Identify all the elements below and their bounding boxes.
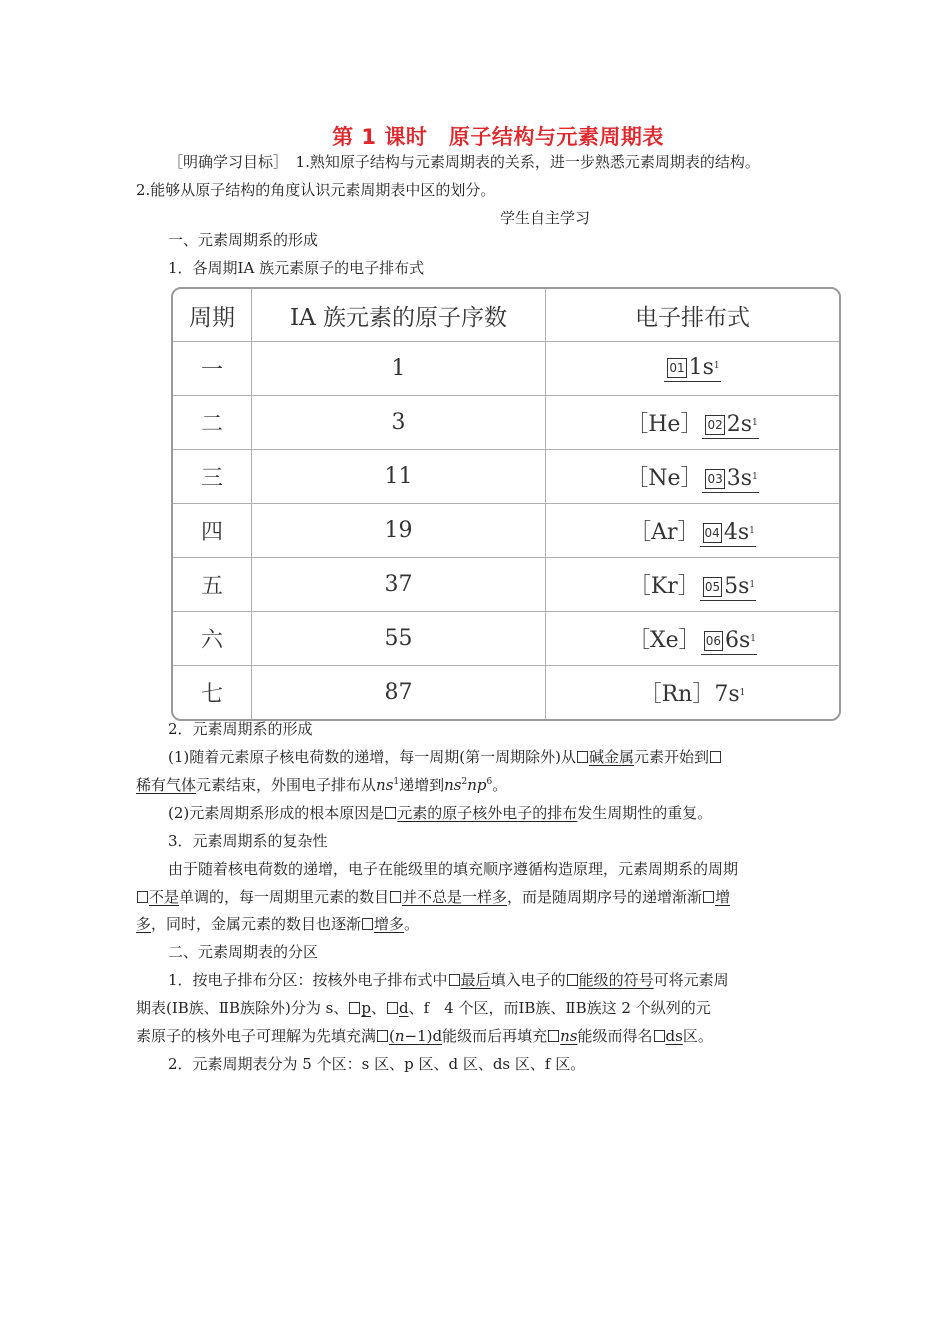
answer-marker: 03 <box>705 469 724 489</box>
config-cell <box>546 504 839 558</box>
text-run: 、 <box>370 999 386 1017</box>
item2-p1-line1 <box>168 747 858 767</box>
text-run: 1．按电子排布分区：按核外电子排布式中 <box>168 971 448 989</box>
formula-ns: ns <box>376 776 394 794</box>
electron-config-table <box>171 287 841 721</box>
atomic-number-cell: 11 <box>252 450 546 504</box>
answer-box <box>548 1030 559 1042</box>
config-sup: 1 <box>752 471 758 482</box>
text-run: 能级而得名 <box>577 1027 653 1045</box>
objectives-text-1: 1.熟知原子结构与元素周期表的关系，进一步熟悉元素周期表的结构。 <box>295 153 760 171</box>
atomic-number-cell: 1 <box>252 342 546 396</box>
answer-increase-part1: 增 <box>715 888 731 906</box>
text-run: 可将元素周 <box>653 971 729 989</box>
zone1-line1 <box>168 970 858 990</box>
config-sup: 1 <box>739 688 746 698</box>
period-cell: 六 <box>173 612 252 666</box>
text-run: 素原子的核外电子可理解为先填充满 <box>136 1027 377 1045</box>
formula-sup: 6 <box>486 777 493 787</box>
config-cell <box>546 342 839 396</box>
objectives-label: ［明确学习目标］ <box>168 153 281 171</box>
part2-heading: 二、元素周期表的分区 <box>168 943 319 961</box>
zone1-line2 <box>136 998 826 1018</box>
answer-d: d <box>398 999 409 1017</box>
config-sup: 1 <box>752 417 758 428</box>
table-row <box>173 342 839 396</box>
item3-heading: 3．元素周期系的复杂性 <box>168 832 328 850</box>
answer-noble-gas: 稀有气体 <box>136 776 197 794</box>
answer-p: p <box>361 999 371 1017</box>
config-cell <box>546 558 839 612</box>
core-config: ［Kr］ <box>628 573 700 599</box>
config-sup: 1 <box>750 633 756 644</box>
answer-box <box>449 974 460 986</box>
text-run: ，同时，金属元素的数目也逐渐 <box>151 915 362 933</box>
formula-np: np <box>467 776 487 794</box>
period-cell: 三 <box>173 450 252 504</box>
config-sup: 1 <box>749 525 755 536</box>
atomic-number-cell: 55 <box>252 612 546 666</box>
answer-box <box>385 807 396 819</box>
config-text: 6s <box>724 627 751 653</box>
header-config: 电子排布式 <box>546 289 839 342</box>
atomic-number-cell: 87 <box>252 666 546 719</box>
config-text: 2s <box>726 411 753 437</box>
item3-line1: 由于随着核电荷数的递增，电子在能级里的填充顺序遵循构造原理，元素周期系的周期 <box>168 860 739 878</box>
zone2-line: 2．元素周期表分为 5 个区：s 区、p 区、d 区、ds 区、f 区。 <box>168 1055 586 1073</box>
config-text: 3s <box>726 465 753 491</box>
config-text: 5s <box>724 573 750 599</box>
text-run: 期表(ⅠB族、ⅡB族除外)分为 s、 <box>136 999 349 1017</box>
core-config: ［He］ <box>626 411 703 437</box>
text-run: 区。 <box>682 1027 713 1045</box>
config-cell <box>546 666 839 719</box>
text-run: 递增到 <box>399 776 445 794</box>
header-atomic-number: ⅠA 族元素的原子序数 <box>252 289 546 342</box>
item2-p2 <box>168 803 858 823</box>
answer-marker: 04 <box>703 523 722 543</box>
period-cell: 五 <box>173 558 252 612</box>
answer-box <box>387 1002 398 1014</box>
answer-ds: ds <box>665 1027 683 1045</box>
item3-line3 <box>136 914 826 934</box>
config-answer <box>664 356 720 382</box>
config-cell <box>546 612 839 666</box>
header-period: 周期 <box>173 289 252 342</box>
answer-sublevel-symbol: 能级的符号 <box>578 971 654 989</box>
text-run: 。 <box>492 776 508 794</box>
core-config: ［Ar］ <box>629 519 700 545</box>
config-answer <box>700 575 756 601</box>
answer-marker: 02 <box>705 415 724 435</box>
text-run: 、f 4 个区，而ⅠB族、ⅡB族这 2 个纵列的元 <box>408 999 711 1017</box>
text-run: 元素结束，外围电子排布从 <box>196 776 377 794</box>
text-run: 发生周期性的重复。 <box>577 804 713 822</box>
part1-heading: 一、元素周期系的形成 <box>168 231 319 249</box>
section-heading: 学生自主学习 <box>499 209 590 227</box>
text-run: 元素开始到 <box>633 748 709 766</box>
answer-box <box>390 891 401 903</box>
item2-heading: 2．元素周期系的形成 <box>168 720 313 738</box>
table-row <box>173 450 839 504</box>
answer-not-always-same: 并不总是一样多 <box>402 888 508 906</box>
answer-marker: 05 <box>703 577 722 597</box>
atomic-number-cell: 19 <box>252 504 546 558</box>
period-cell: 四 <box>173 504 252 558</box>
table-row <box>173 396 839 450</box>
answer-last: 最后 <box>460 971 491 989</box>
answer-not: 不是 <box>149 888 180 906</box>
answer-ns: ns <box>560 1027 578 1045</box>
config-answer <box>700 521 756 547</box>
config-cell <box>546 450 839 504</box>
answer-box <box>362 918 373 930</box>
answer-increase-part2: 多 <box>136 915 152 933</box>
core-config: ［Xe］ <box>628 627 701 653</box>
text-run: 单调的，每一周期里元素的数目 <box>179 888 390 906</box>
atomic-number-cell: 37 <box>252 558 546 612</box>
period-cell: 七 <box>173 666 252 719</box>
answer-box <box>349 1002 360 1014</box>
text-run: (1)随着元素原子核电荷数的递增，每一周期(第一周期除外)从 <box>168 748 576 766</box>
text-run: 。 <box>404 915 420 933</box>
atomic-number-cell: 3 <box>252 396 546 450</box>
table-row <box>173 504 839 558</box>
item1-heading: 1．各周期ⅠA 族元素原子的电子排布式 <box>168 259 425 277</box>
zone1-line3 <box>136 1026 826 1046</box>
answer-box <box>710 751 721 763</box>
config-text: 4s <box>723 519 750 545</box>
core-config: ［Rn］ <box>639 682 715 707</box>
text-run: ，而是随周期序号的递增渐渐 <box>507 888 703 906</box>
answer-box <box>577 751 588 763</box>
table-row <box>173 558 839 612</box>
text-run: 能级而后再填充 <box>442 1027 548 1045</box>
answer-marker: 06 <box>704 631 723 651</box>
page-title: 第 1 课时 原子结构与元素周期表 <box>332 125 664 149</box>
answer-alkali-metal: 碱金属 <box>588 748 634 766</box>
answer-n-1-d <box>389 1027 442 1045</box>
answer-electron-arrangement: 元素的原子核外电子的排布 <box>397 804 578 822</box>
text-run: 填入电子的 <box>490 971 566 989</box>
answer-box <box>137 891 148 903</box>
config-sup: 1 <box>713 361 720 371</box>
objectives-line-1 <box>168 152 858 172</box>
formula-sup: 2 <box>461 777 468 787</box>
text-run: ( <box>389 1027 395 1045</box>
core-config: ［Ne］ <box>626 465 703 491</box>
formula-n: n <box>394 1027 405 1045</box>
item2-p1-line2 <box>136 775 826 795</box>
item3-line2 <box>136 887 826 907</box>
config-answer <box>702 467 758 493</box>
answer-box <box>703 891 714 903</box>
objectives-line-2: 2.能够从原子结构的角度认识元素周期表中区的划分。 <box>136 181 496 199</box>
period-cell: 二 <box>173 396 252 450</box>
config-text: 7s <box>714 682 740 707</box>
config-answer <box>702 413 758 439</box>
text-run: −1)d <box>404 1027 443 1045</box>
config-text: 1s <box>688 355 714 380</box>
answer-box <box>377 1030 388 1042</box>
table-header-row <box>173 289 839 342</box>
config-answer <box>701 629 757 655</box>
answer-box <box>567 974 578 986</box>
table-row <box>173 612 839 666</box>
config-cell <box>546 396 839 450</box>
text-run: (2)元素周期系形成的根本原因是 <box>168 804 385 822</box>
period-cell: 一 <box>173 342 252 396</box>
answer-box <box>654 1030 665 1042</box>
config-sup: 1 <box>749 579 756 590</box>
answer-increase: 增多 <box>374 915 405 933</box>
table-row <box>173 666 839 719</box>
formula-sup: 1 <box>393 777 400 787</box>
formula-ns: ns <box>444 776 462 794</box>
answer-marker: 01 <box>667 358 686 378</box>
